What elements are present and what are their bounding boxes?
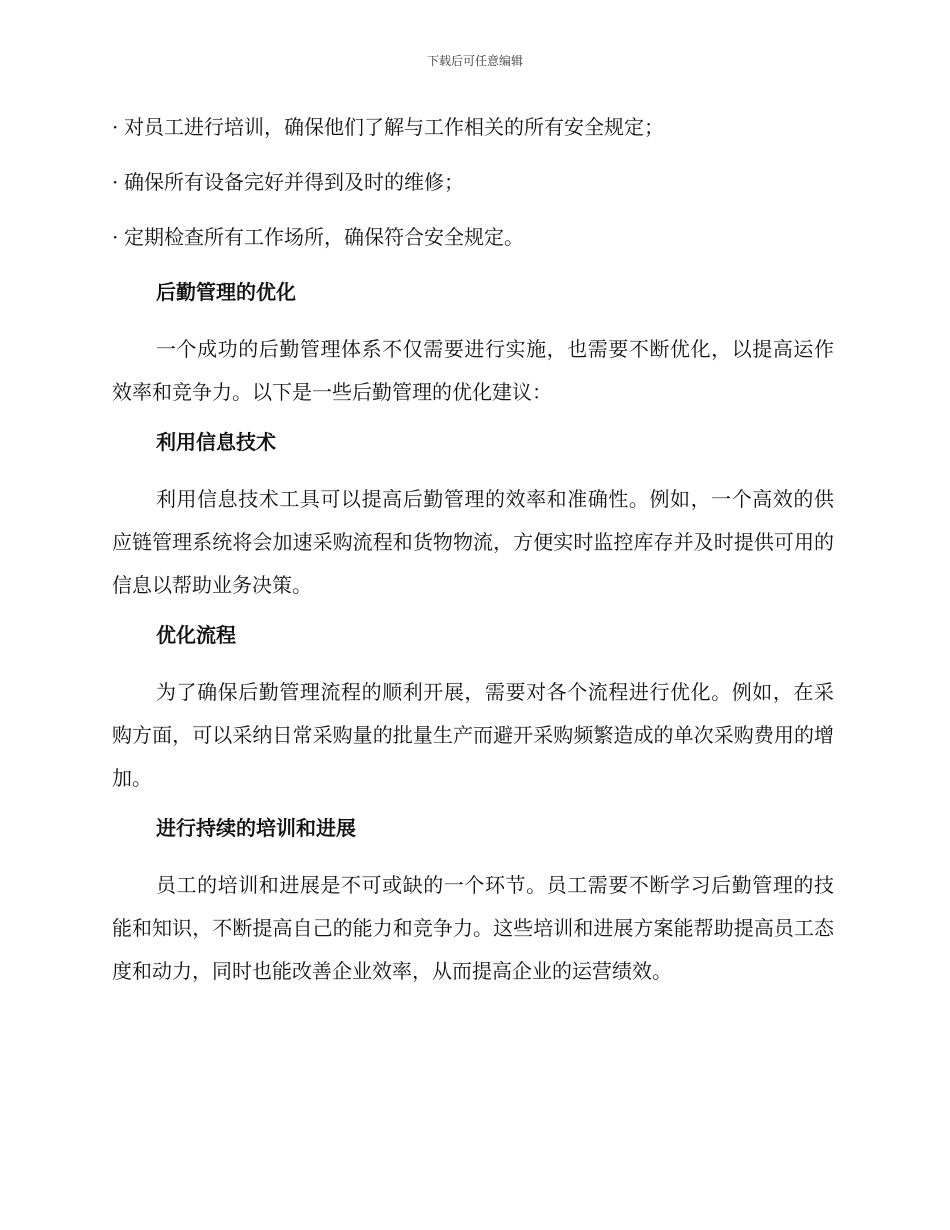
page-header: 下载后可任意编辑 [426,54,523,68]
bullet-marker: · [112,225,119,249]
bullet-marker: · [112,170,119,194]
bullet-text: 确保所有设备完好并得到及时的维修； [124,170,464,194]
section-heading: 进行持续的培训和进展 [156,816,356,840]
section-paragraph: 为了确保后勤管理流程的顺利开展，需要对各个流程进行优化。例如，在采购方面，可以采纳日常采购量的批量生产而避开采购频繁造成的单次采购费用的增加。 [112,680,834,790]
section-paragraph: 利用信息技术工具可以提高后勤管理的效率和准确性。例如，一个高效的供应链管理系统将会加速采购流程和货物物流，方便实时监控库存并及时提供可用的信息以帮助业务决策。 [112,487,834,597]
bullet-item [112,110,834,144]
section-heading: 后勤管理的优化 [156,280,296,304]
section-heading: 利用信息技术 [156,430,276,454]
section-paragraph: 一个成功的后勤管理体系不仅需要进行实施，也需要不断优化，以提高运作效率和竞争力。以下是一些后勤管理的优化建议： [112,337,834,404]
bullet-text: 定期检查所有工作场所，确保符合安全规定。 [124,225,524,249]
bullet-marker: · [112,115,119,139]
bullet-text: 对员工进行培训，确保他们了解与工作相关的所有安全规定； [124,115,664,139]
section-paragraph: 员工的培训和进展是不可或缺的一个环节。员工需要不断学习后勤管理的技能和知识，不断提高自己的能力和竞争力。这些培训和进展方案能帮助提高员工态度和动力，同时也能改善企业效率，从而提高企业的运营绩效。 [112,873,834,983]
document-body [112,110,834,1004]
section-heading: 优化流程 [156,623,236,647]
bullet-item [112,220,834,254]
bullet-item [112,165,834,199]
